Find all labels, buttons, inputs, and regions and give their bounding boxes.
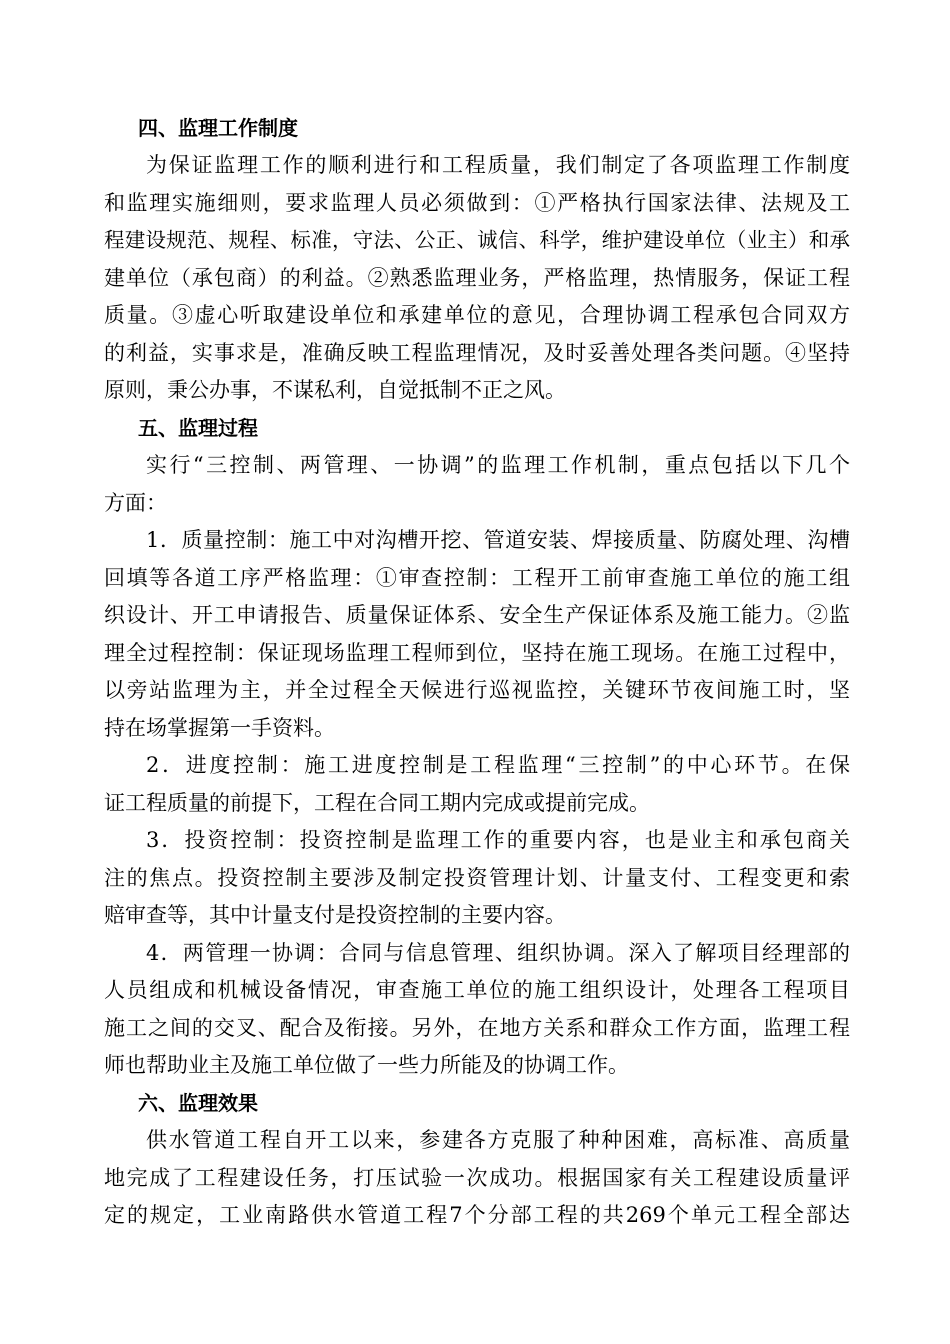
paragraph-line: 定的规定，工业南路供水管道工程7个分部工程的共269个单元工程全部达 (104, 1203, 850, 1227)
paragraph-line: 注的焦点。投资控制主要涉及制定投资管理计划、计量支付、工程变更和索 (104, 866, 850, 890)
paragraph-line: 4．两管理一协调：合同与信息管理、组织协调。深入了解项目经理部的 (146, 941, 850, 965)
paragraph-line: 和监理实施细则，要求监理人员必须做到：①严格执行国家法律、法规及工 (104, 191, 850, 215)
section-heading-6: 六、监理效果 (138, 1091, 258, 1115)
paragraph-line: 以旁站监理为主，并全过程全天候进行巡视监控，关键环节夜间施工时，坚 (104, 678, 850, 702)
paragraph-line: 3．投资控制：投资控制是监理工作的重要内容，也是业主和承包商关 (146, 828, 850, 852)
paragraph-line: 回填等各道工序严格监理：①审查控制：工程开工前审查施工单位的施工组 (104, 566, 850, 590)
paragraph-line: 理全过程控制：保证现场监理工程师到位，坚持在施工现场。在施工过程中， (104, 641, 850, 665)
paragraph-line: 的利益，实事求是，准确反映工程监理情况，及时妥善处理各类问题。④坚持 (104, 341, 850, 365)
paragraph-line: 质量。③虚心听取建设单位和承建单位的意见，合理协调工程承包合同双方 (104, 303, 850, 327)
paragraph-line: 地完成了工程建设任务，打压试验一次成功。根据国家有关工程建设质量评 (104, 1166, 850, 1190)
paragraph-line: 证工程质量的前提下，工程在合同工期内完成或提前完成。 (104, 791, 650, 815)
section-heading-5: 五、监理过程 (138, 416, 258, 440)
paragraph-line: 实行“三控制、两管理、一协调”的监理工作机制，重点包括以下几个 (146, 453, 850, 477)
paragraph-line: 1．质量控制：施工中对沟槽开挖、管道安装、焊接质量、防腐处理、沟槽 (146, 528, 850, 552)
paragraph-line: 织设计、开工申请报告、质量保证体系、安全生产保证体系及施工能力。②监 (104, 603, 850, 627)
paragraph-line: 程建设规范、规程、标准，守法、公正、诚信、科学，维护建设单位（业主）和承 (104, 228, 850, 252)
paragraph-line: 持在场掌握第一手资料。 (104, 716, 335, 740)
paragraph-line: 赔审查等，其中计量支付是投资控制的主要内容。 (104, 903, 566, 927)
paragraph-line: 施工之间的交叉、配合及衔接。另外，在地方关系和群众工作方面，监理工程 (104, 1016, 850, 1040)
paragraph-line: 为保证监理工作的顺利进行和工程质量，我们制定了各项监理工作制度 (146, 153, 850, 177)
section-heading-4: 四、监理工作制度 (138, 116, 298, 140)
paragraph-line: 2．进度控制：施工进度控制是工程监理“三控制”的中心环节。在保 (146, 753, 850, 777)
paragraph-line: 师也帮助业主及施工单位做了一些力所能及的协调工作。 (104, 1053, 629, 1077)
paragraph-line: 原则，秉公办事，不谋私利，自觉抵制不正之风。 (104, 378, 566, 402)
paragraph-line: 人员组成和机械设备情况，审查施工单位的施工组织设计，处理各工程项目 (104, 978, 850, 1002)
paragraph-line: 建单位（承包商）的利益。②熟悉监理业务，严格监理，热情服务，保证工程 (104, 266, 850, 290)
paragraph-line: 方面： (104, 491, 167, 515)
paragraph-line: 供水管道工程自开工以来，参建各方克服了种种困难，高标准、高质量 (146, 1128, 850, 1152)
